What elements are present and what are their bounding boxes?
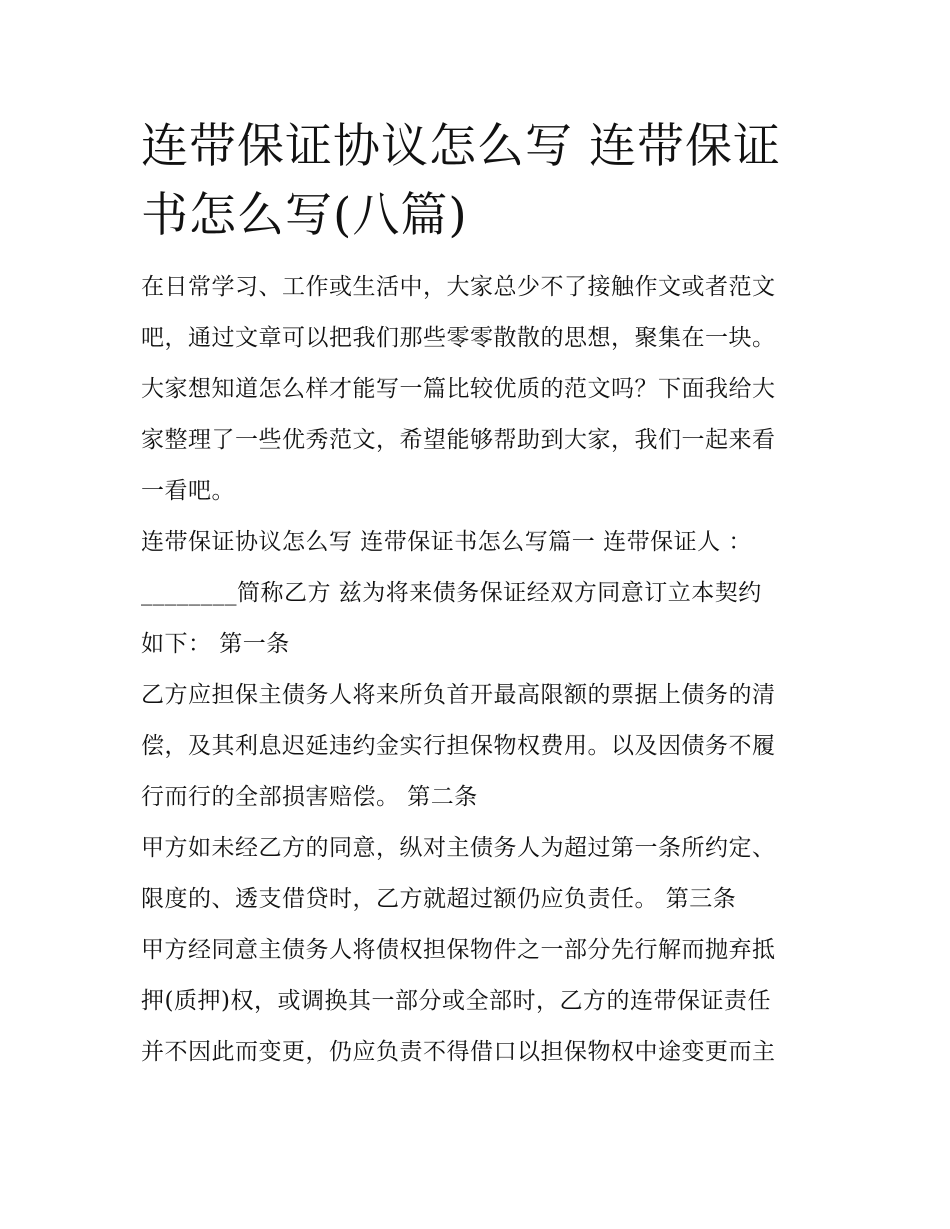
document-page <box>141 112 813 1078</box>
article-3-paragraph: 甲方经同意主债务人将债权担保物件之一部分先行解而抛弃抵 押(质押)权，或调换其一部分或全部时，乙方的连带保证责任 并不因此而变更，仍应负责不得借口以担保物权中途变更而主 <box>141 937 776 1065</box>
article-2-paragraph: 甲方如未经乙方的同意，纵对主债务人为超过第一条所约定、 限度的、透支借贷时，乙方就超过额仍应负责任。 第三条 <box>141 835 776 912</box>
intro-paragraph: 在日常学习、工作或生活中，大家总少不了接触作文或者范文 吧，通过文章可以把我们那些零零散散的思想，聚集在一块。 大家想知道怎么样才能写一篇比较优质的范文吗？下面我给大 家整理了一些优秀范文，希望能够帮助到大家，我们一起来看 一看吧。 <box>141 274 776 504</box>
document-title: 连带保证协议怎么写 连带保证 书怎么写(八篇) <box>141 119 781 243</box>
article-1-paragraph: 乙方应担保主债务人将来所负首开最高限额的票据上债务的清 偿，及其利息迟延违约金实行担保物权费用。以及因债务不履 行而行的全部损害赔偿。 第二条 <box>141 682 776 810</box>
article-heading-paragraph: 连带保证协议怎么写 连带保证书怎么写篇一 连带保证人 ： ________简称乙方 兹为将来债务保证经双方同意订立本契约 如下： 第一条 <box>141 529 762 657</box>
document-body <box>141 262 813 1078</box>
